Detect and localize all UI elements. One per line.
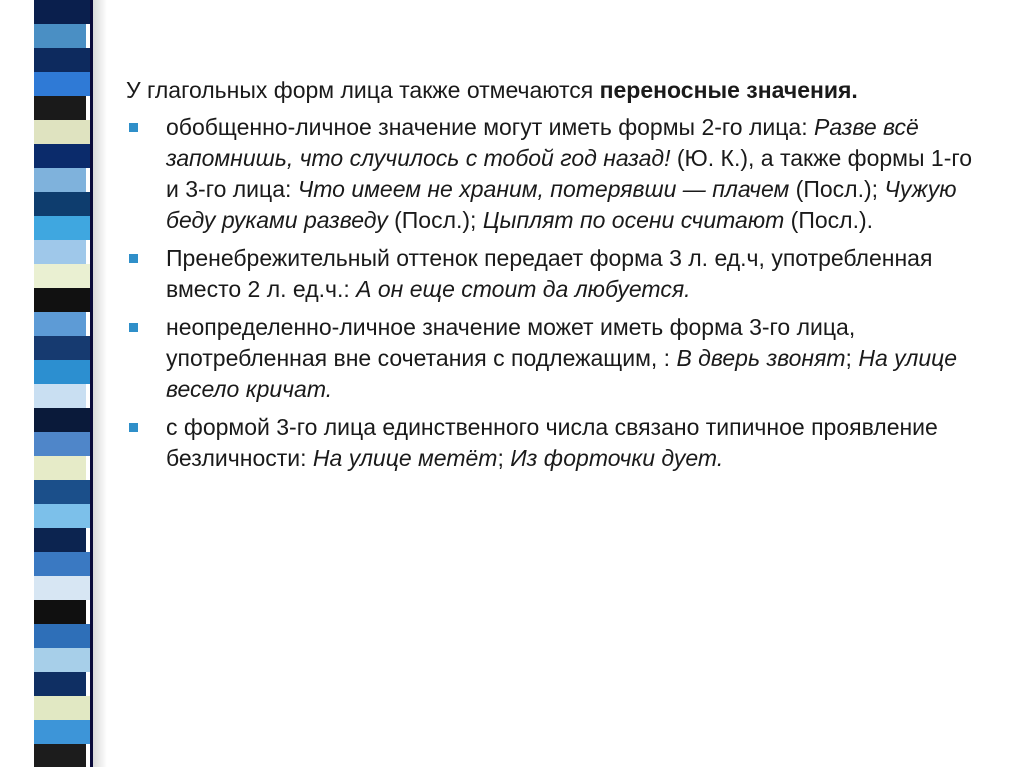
example-text: Из форточки дует. [510,445,724,471]
stripe-segment [34,144,90,168]
example-text: В дверь звонят [676,345,846,371]
bullet-text: (Посл.); [387,207,483,233]
stripe-segment [34,120,90,144]
bullet-text: неопределенно-личное значение может иметь форма 3-го лица, употребленная вне сочетания с подлежащим, : [166,314,856,371]
stripe-segment [34,240,86,264]
stripe-segment [34,456,86,480]
stripe-segment [34,288,90,312]
bullet-item [126,412,976,474]
stripe-segment [34,672,86,696]
bullet-text: (Посл.); [789,176,885,202]
stripe-segment [34,0,90,24]
stripe-segment [34,744,86,767]
example-text: Что имеем не храним, потерявши — плачем [297,176,790,202]
bullet-text: ; [845,345,859,371]
stripe-segment [34,528,86,552]
stripe-segment [34,96,86,120]
square-bullet-icon [129,423,138,432]
example-text: Цыплят по осени считают [482,207,785,233]
intro-bold-text: переносные значения. [599,77,858,103]
stripe-segment [34,720,90,744]
stripe-segment [34,336,90,360]
example-text: Разве всё запомнишь, что случилось с тобой год назад! [166,114,919,171]
example-text: Чужую беду руками разведу [166,176,957,233]
slide-content [126,75,976,481]
stripe-segment [34,696,90,720]
stripe-border-shadow [93,0,107,767]
intro-paragraph [126,75,976,106]
stripe-segment [34,216,90,240]
stripe-segment [34,192,90,216]
bullet-text: Пренебрежительный оттенок передает форма 3 л. ед.ч, употребленная вместо 2 л. ед.ч.: [166,245,933,302]
stripe-segment [34,624,90,648]
bullet-list [126,112,976,474]
stripe-segment [34,168,86,192]
stripe-segment [34,648,90,672]
stripe-segment [34,600,86,624]
stripe-segment [34,360,90,384]
square-bullet-icon [129,123,138,132]
example-text: А он еще стоит да любуется. [356,276,691,302]
stripe-segment [34,480,90,504]
bullet-text: (Ю. К.), а также формы 1-го и 3-го лица: [166,145,973,202]
stripe-segment [34,264,90,288]
stripe-segment [34,552,90,576]
square-bullet-icon [129,254,138,263]
stripe-segment [34,48,90,72]
example-text: На улице весело кричат. [166,345,958,402]
stripe-segment [34,24,86,48]
bullet-text: (Посл.). [784,207,874,233]
example-text: На улице метёт [312,445,498,471]
bullet-item [126,243,976,305]
bullet-text: с формой 3-го лица единственного числа связано типичное проявление безличности: [166,414,938,471]
bullet-item [126,312,976,405]
bullet-text: обобщенно-личное значение могут иметь формы 2-го лица: [166,114,814,140]
stripe-segment [34,408,90,432]
stripe-segment [34,432,90,456]
intro-text: У глагольных форм лица также отмечаются [126,77,600,103]
decorative-stripe-border [34,0,93,767]
square-bullet-icon [129,323,138,332]
bullet-item [126,112,976,236]
stripe-segment [34,384,86,408]
stripe-segment [34,576,90,600]
stripe-segment [34,72,90,96]
bullet-text: ; [497,445,511,471]
stripe-segment [34,312,86,336]
stripe-segment [34,504,90,528]
